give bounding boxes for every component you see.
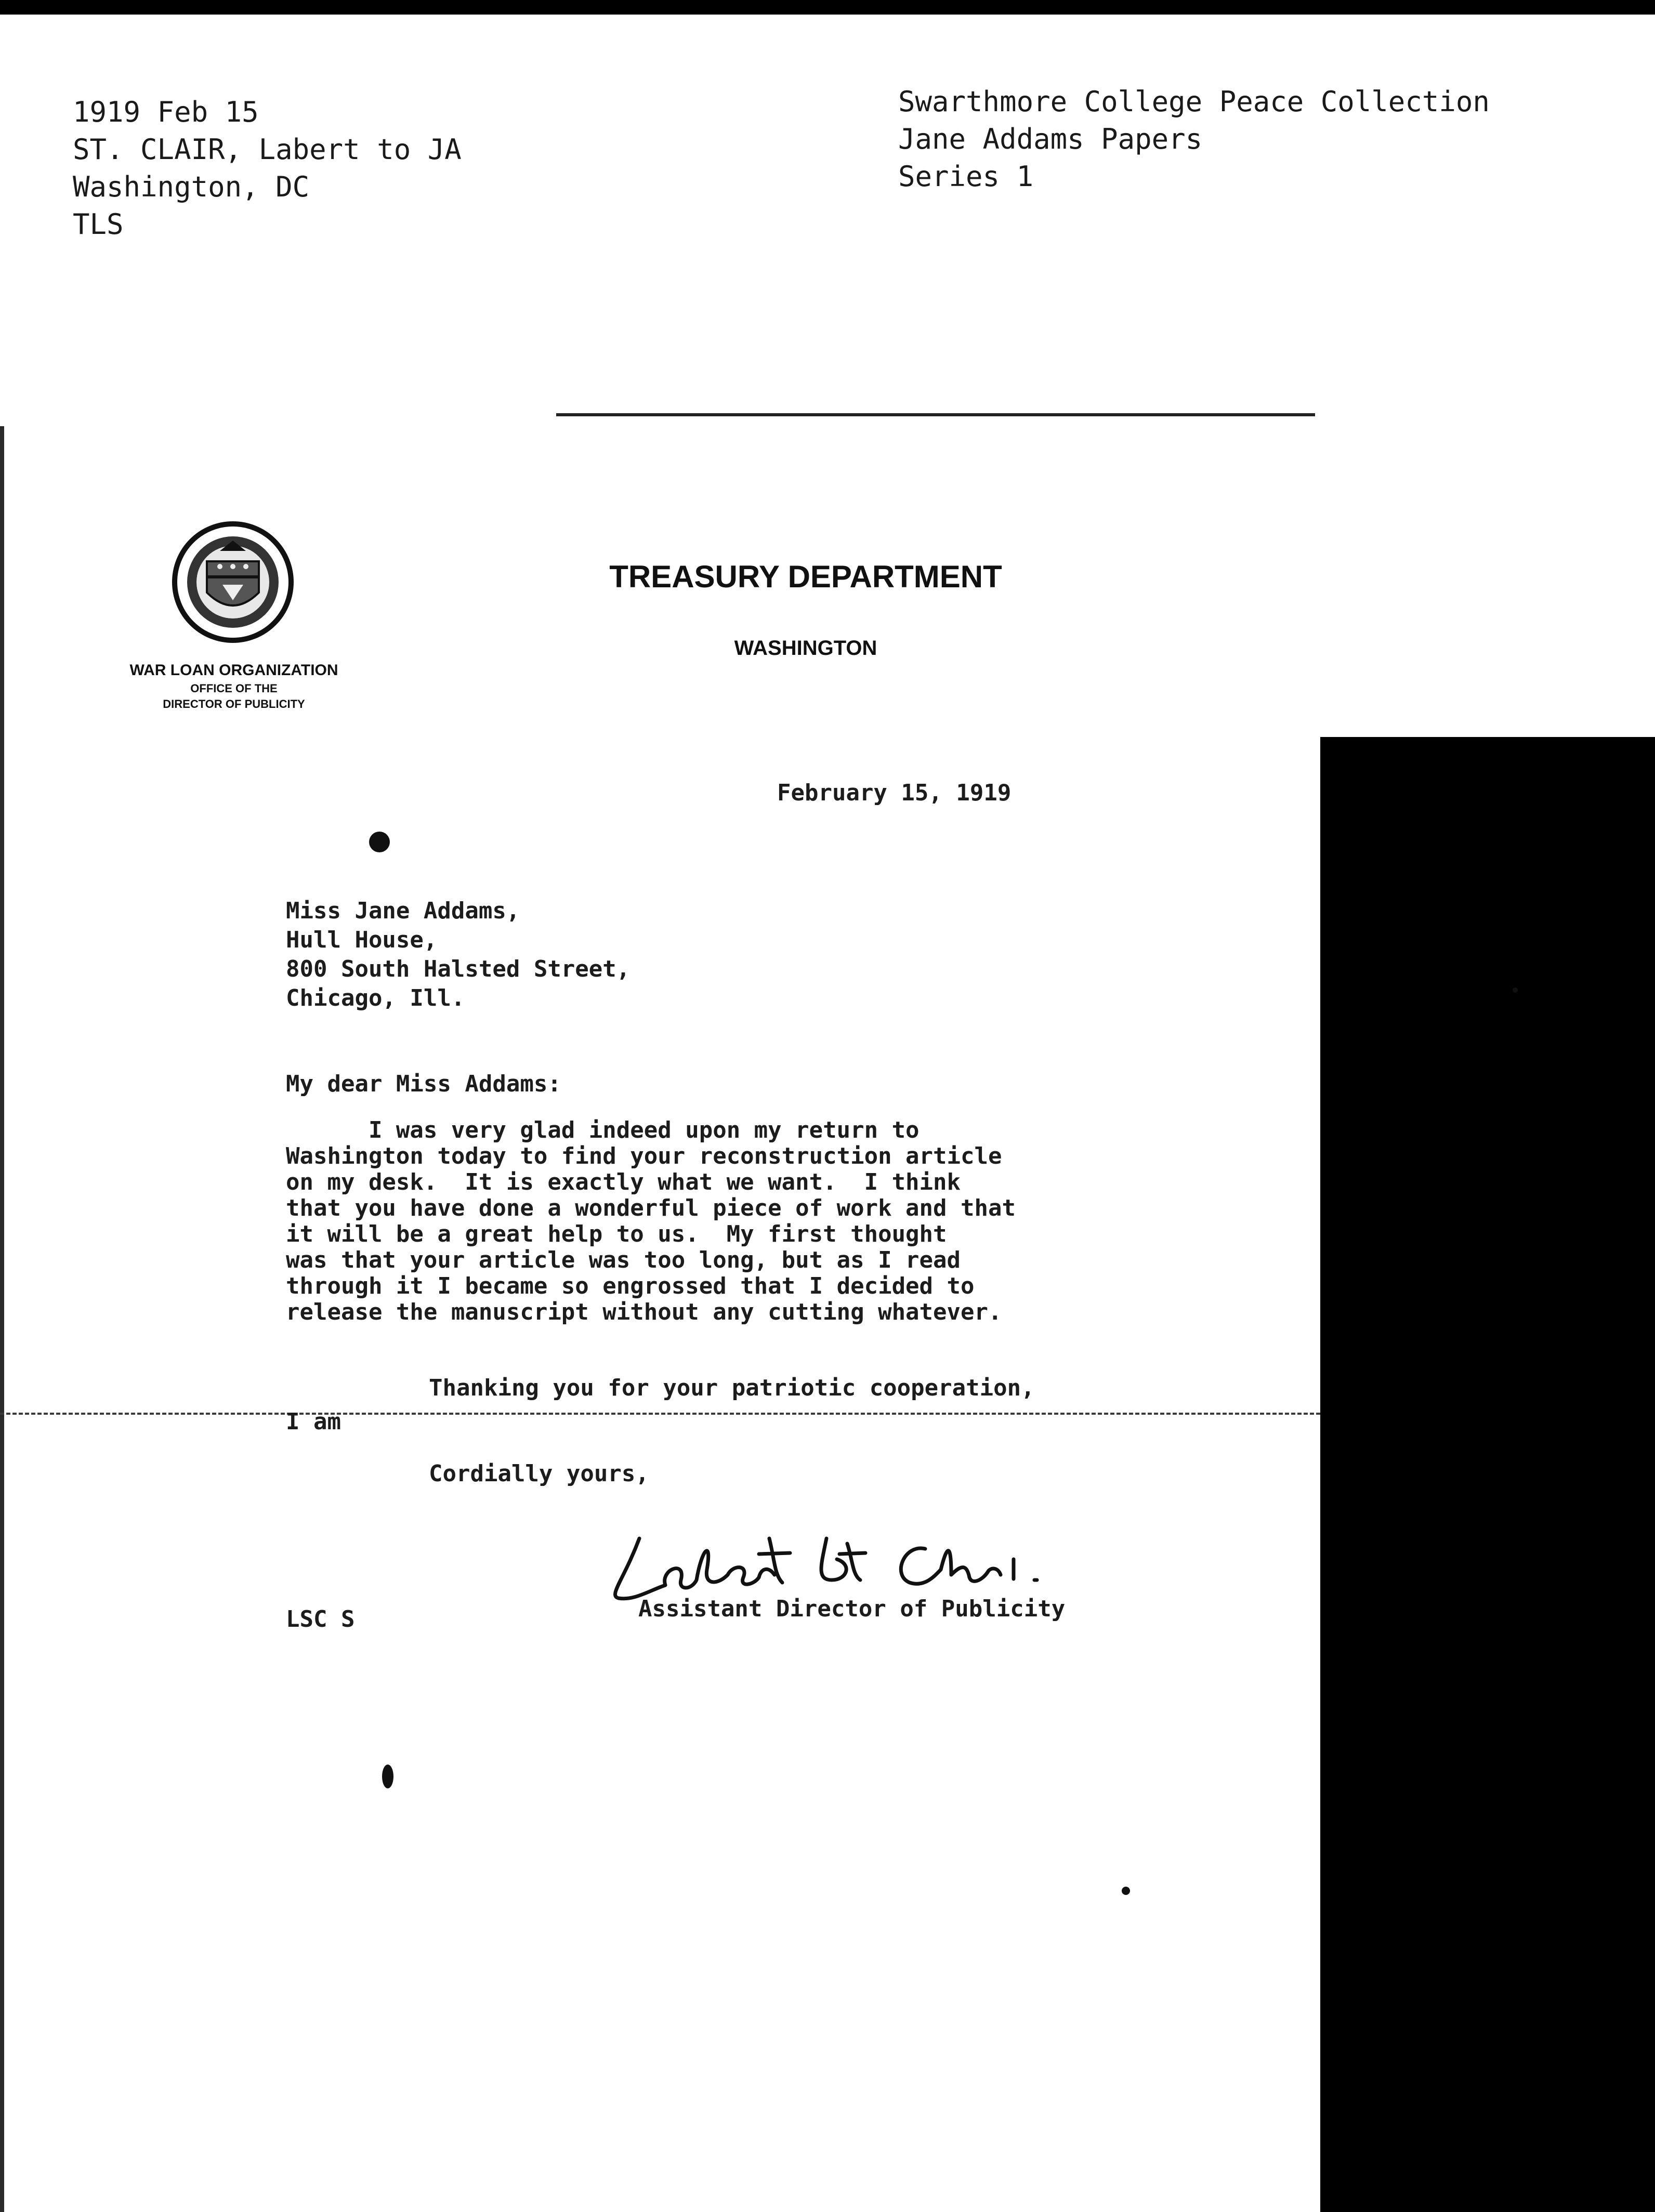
recipient-address — [286, 897, 630, 1013]
body-line: I was very glad indeed upon my return to — [286, 1117, 920, 1143]
letter-left-edge — [0, 426, 4, 2212]
body-line: was that your article was too long, but as I read — [286, 1247, 961, 1273]
catalog-doc-type: TLS — [73, 208, 124, 241]
signer-title: Assistant Director of Publicity — [638, 1596, 1066, 1622]
letter-top-edge — [556, 413, 1315, 416]
office-line-2: DIRECTOR OF PUBLICITY — [163, 697, 305, 710]
body-line: release the manuscript without any cutting whatever. — [286, 1299, 1002, 1325]
department-title: TREASURY DEPARTMENT — [609, 559, 1002, 594]
body-line: Washington today to find your reconstruction article — [286, 1143, 1002, 1169]
letter-date: February 15, 1919 — [777, 780, 1012, 806]
ink-blot — [382, 1765, 393, 1788]
letter-body — [286, 1117, 1016, 1325]
body-line: through it I became so engrossed that I decided to — [286, 1273, 975, 1299]
recipient-line: Chicago, Ill. — [286, 985, 465, 1011]
catalog-place: Washington, DC — [73, 170, 310, 203]
paper-fold-line — [0, 1413, 1320, 1415]
recipient-line: Hull House, — [286, 927, 438, 953]
body-line: on my desk. It is exactly what we want. I think — [286, 1169, 961, 1195]
reference-initials: LSC S — [286, 1606, 355, 1632]
collection-header — [898, 83, 1490, 195]
organization-name: WAR LOAN ORGANIZATION — [129, 662, 338, 679]
scan-background-block — [1320, 737, 1655, 2212]
ink-blot — [1513, 988, 1518, 993]
scan-top-border — [0, 0, 1655, 15]
body-line: that you have done a wonderful piece of work and that — [286, 1195, 1016, 1221]
salutation: My dear Miss Addams: — [286, 1071, 561, 1097]
ink-blot — [369, 832, 390, 852]
catalog-date: 1919 Feb 15 — [73, 96, 259, 128]
thanks-line: Thanking you for your patriotic cooperation, — [429, 1375, 1035, 1401]
collection-series: Series 1 — [898, 160, 1034, 193]
collection-name: Swarthmore College Peace Collection — [898, 85, 1490, 118]
letterhead-organization-block — [104, 660, 364, 712]
body-line: it will be a great help to us. My first thought — [286, 1221, 947, 1247]
office-line-1: OFFICE OF THE — [190, 682, 278, 695]
collection-papers: Jane Addams Papers — [898, 123, 1203, 155]
closing-line: Cordially yours, — [429, 1460, 649, 1487]
i-am-line: I am — [286, 1408, 341, 1435]
catalog-correspondents: ST. CLAIR, Labert to JA — [73, 133, 462, 166]
treasury-seal-icon — [170, 520, 295, 644]
recipient-line: Miss Jane Addams, — [286, 898, 520, 924]
recipient-line: 800 South Halsted Street, — [286, 956, 631, 982]
ink-blot — [1122, 1887, 1130, 1895]
catalog-header — [73, 94, 462, 243]
department-city: WASHINGTON — [734, 637, 877, 660]
